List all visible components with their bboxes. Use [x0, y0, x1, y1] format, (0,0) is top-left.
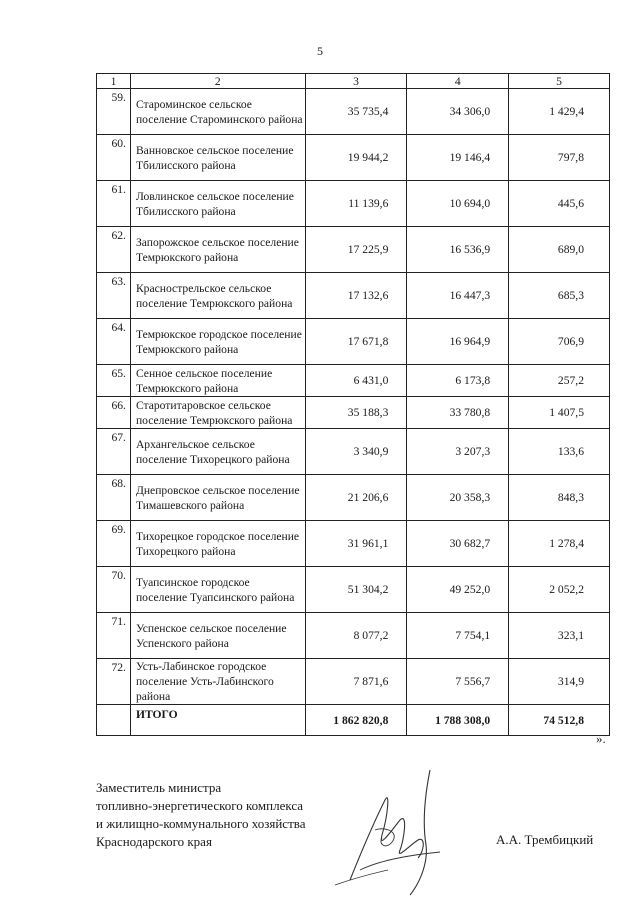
column-3-value: 8 077,2 — [305, 613, 407, 659]
column-4-value: 30 682,7 — [407, 521, 509, 567]
settlement-name: Днепровское сельское поселение Тимашевского района — [130, 475, 305, 521]
column-4-value: 33 780,8 — [407, 397, 509, 429]
column-3-value: 19 944,2 — [305, 135, 407, 181]
column-4-value: 7 754,1 — [407, 613, 509, 659]
row-number: 72. — [97, 659, 131, 705]
table-row — [97, 135, 610, 181]
settlement-name: Краснострельское сельское поселение Темрюкского района — [130, 273, 305, 319]
settlement-name: Архангельское сельское поселение Тихорецкого района — [130, 429, 305, 475]
total-label: ИТОГО — [130, 705, 305, 736]
row-number: 67. — [97, 429, 131, 475]
table-row — [97, 397, 610, 429]
column-header: 2 — [130, 74, 305, 89]
column-4-value: 7 556,7 — [407, 659, 509, 705]
settlement-name: Ванновское сельское поселение Тбилисского района — [130, 135, 305, 181]
column-4-value: 49 252,0 — [407, 567, 509, 613]
signature-block — [96, 779, 306, 851]
column-5-value: 1 429,4 — [509, 89, 610, 135]
row-number: 65. — [97, 365, 131, 397]
table-row — [97, 273, 610, 319]
handwritten-signature — [330, 760, 460, 900]
row-number: 70. — [97, 567, 131, 613]
column-header: 3 — [305, 74, 407, 89]
column-5-value: 689,0 — [509, 227, 610, 273]
column-5-value: 314,9 — [509, 659, 610, 705]
column-header: 5 — [509, 74, 610, 89]
column-4-value: 16 447,3 — [407, 273, 509, 319]
settlement-name: Успенское сельское поселение Успенского района — [130, 613, 305, 659]
column-4-value: 16 964,9 — [407, 319, 509, 365]
settlement-name: Сенное сельское поселение Темрюкского района — [130, 365, 305, 397]
column-5-value: 848,3 — [509, 475, 610, 521]
column-5-value: 2 052,2 — [509, 567, 610, 613]
column-3-value: 17 225,9 — [305, 227, 407, 273]
column-5-value: 133,6 — [509, 429, 610, 475]
total-column-4: 1 788 308,0 — [407, 705, 509, 736]
position-line: топливно-энергетического комплекса — [96, 798, 304, 813]
table-row — [97, 521, 610, 567]
column-4-value: 34 306,0 — [407, 89, 509, 135]
column-4-value: 3 207,3 — [407, 429, 509, 475]
position-line: Заместитель министра — [96, 780, 222, 795]
table-row — [97, 475, 610, 521]
table-row — [97, 613, 610, 659]
settlement-name: Старотитаровское сельское поселение Темрюкского района — [130, 397, 305, 429]
column-3-value: 11 139,6 — [305, 181, 407, 227]
settlement-name: Усть-Лабинское городское поселение Усть-Лабинского района — [130, 659, 305, 705]
column-3-value: 17 132,6 — [305, 273, 407, 319]
settlement-name: Тихорецкое городское поселение Тихорецкого района — [130, 521, 305, 567]
settlement-name: Темрюкское городское поселение Темрюкского района — [130, 319, 305, 365]
table-row — [97, 365, 610, 397]
column-3-value: 17 671,8 — [305, 319, 407, 365]
row-number: 71. — [97, 613, 131, 659]
column-5-value: 257,2 — [509, 365, 610, 397]
table-row — [97, 429, 610, 475]
page-number: 5 — [317, 44, 323, 58]
settlement-name: Староминское сельское поселение Староминского района — [130, 89, 305, 135]
row-number: 69. — [97, 521, 131, 567]
column-3-value: 35 188,3 — [305, 397, 407, 429]
row-number: 63. — [97, 273, 131, 319]
column-5-value: 445,6 — [509, 181, 610, 227]
data-table — [96, 73, 610, 736]
column-3-value: 7 871,6 — [305, 659, 407, 705]
total-row — [97, 705, 610, 736]
total-column-5: 74 512,8 — [509, 705, 610, 736]
row-number: 59. — [97, 89, 131, 135]
closing-quote: ». — [596, 731, 606, 746]
settlement-name: Запорожское сельское поселение Темрюкского района — [130, 227, 305, 273]
column-3-value: 21 206,6 — [305, 475, 407, 521]
column-3-value: 6 431,0 — [305, 365, 407, 397]
total-column-3: 1 862 820,8 — [305, 705, 407, 736]
row-number: 60. — [97, 135, 131, 181]
settlement-name: Туапсинское городское поселение Туапсинского района — [130, 567, 305, 613]
column-3-value: 3 340,9 — [305, 429, 407, 475]
position-line: и жилищно-коммунального хозяйства — [96, 816, 306, 831]
column-5-value: 1 278,4 — [509, 521, 610, 567]
column-5-value: 685,3 — [509, 273, 610, 319]
column-5-value: 706,9 — [509, 319, 610, 365]
table-row — [97, 227, 610, 273]
column-3-value: 51 304,2 — [305, 567, 407, 613]
row-number: 64. — [97, 319, 131, 365]
row-number: 62. — [97, 227, 131, 273]
total-empty-cell — [97, 705, 131, 736]
table-header-row — [97, 74, 610, 89]
column-5-value: 1 407,5 — [509, 397, 610, 429]
table-row — [97, 319, 610, 365]
column-5-value: 323,1 — [509, 613, 610, 659]
row-number: 61. — [97, 181, 131, 227]
table-row — [97, 89, 610, 135]
column-5-value: 797,8 — [509, 135, 610, 181]
column-header: 1 — [97, 74, 131, 89]
table-row — [97, 181, 610, 227]
column-4-value: 6 173,8 — [407, 365, 509, 397]
column-4-value: 10 694,0 — [407, 181, 509, 227]
signer-name: А.А. Трембицкий — [496, 832, 594, 847]
table-row — [97, 567, 610, 613]
column-4-value: 20 358,3 — [407, 475, 509, 521]
position-line: Краснодарского края — [96, 834, 212, 849]
table-row — [97, 659, 610, 705]
column-4-value: 16 536,9 — [407, 227, 509, 273]
column-4-value: 19 146,4 — [407, 135, 509, 181]
column-3-value: 35 735,4 — [305, 89, 407, 135]
column-3-value: 31 961,1 — [305, 521, 407, 567]
settlement-name: Ловлинское сельское поселение Тбилисского района — [130, 181, 305, 227]
row-number: 68. — [97, 475, 131, 521]
column-header: 4 — [407, 74, 509, 89]
row-number: 66. — [97, 397, 131, 429]
